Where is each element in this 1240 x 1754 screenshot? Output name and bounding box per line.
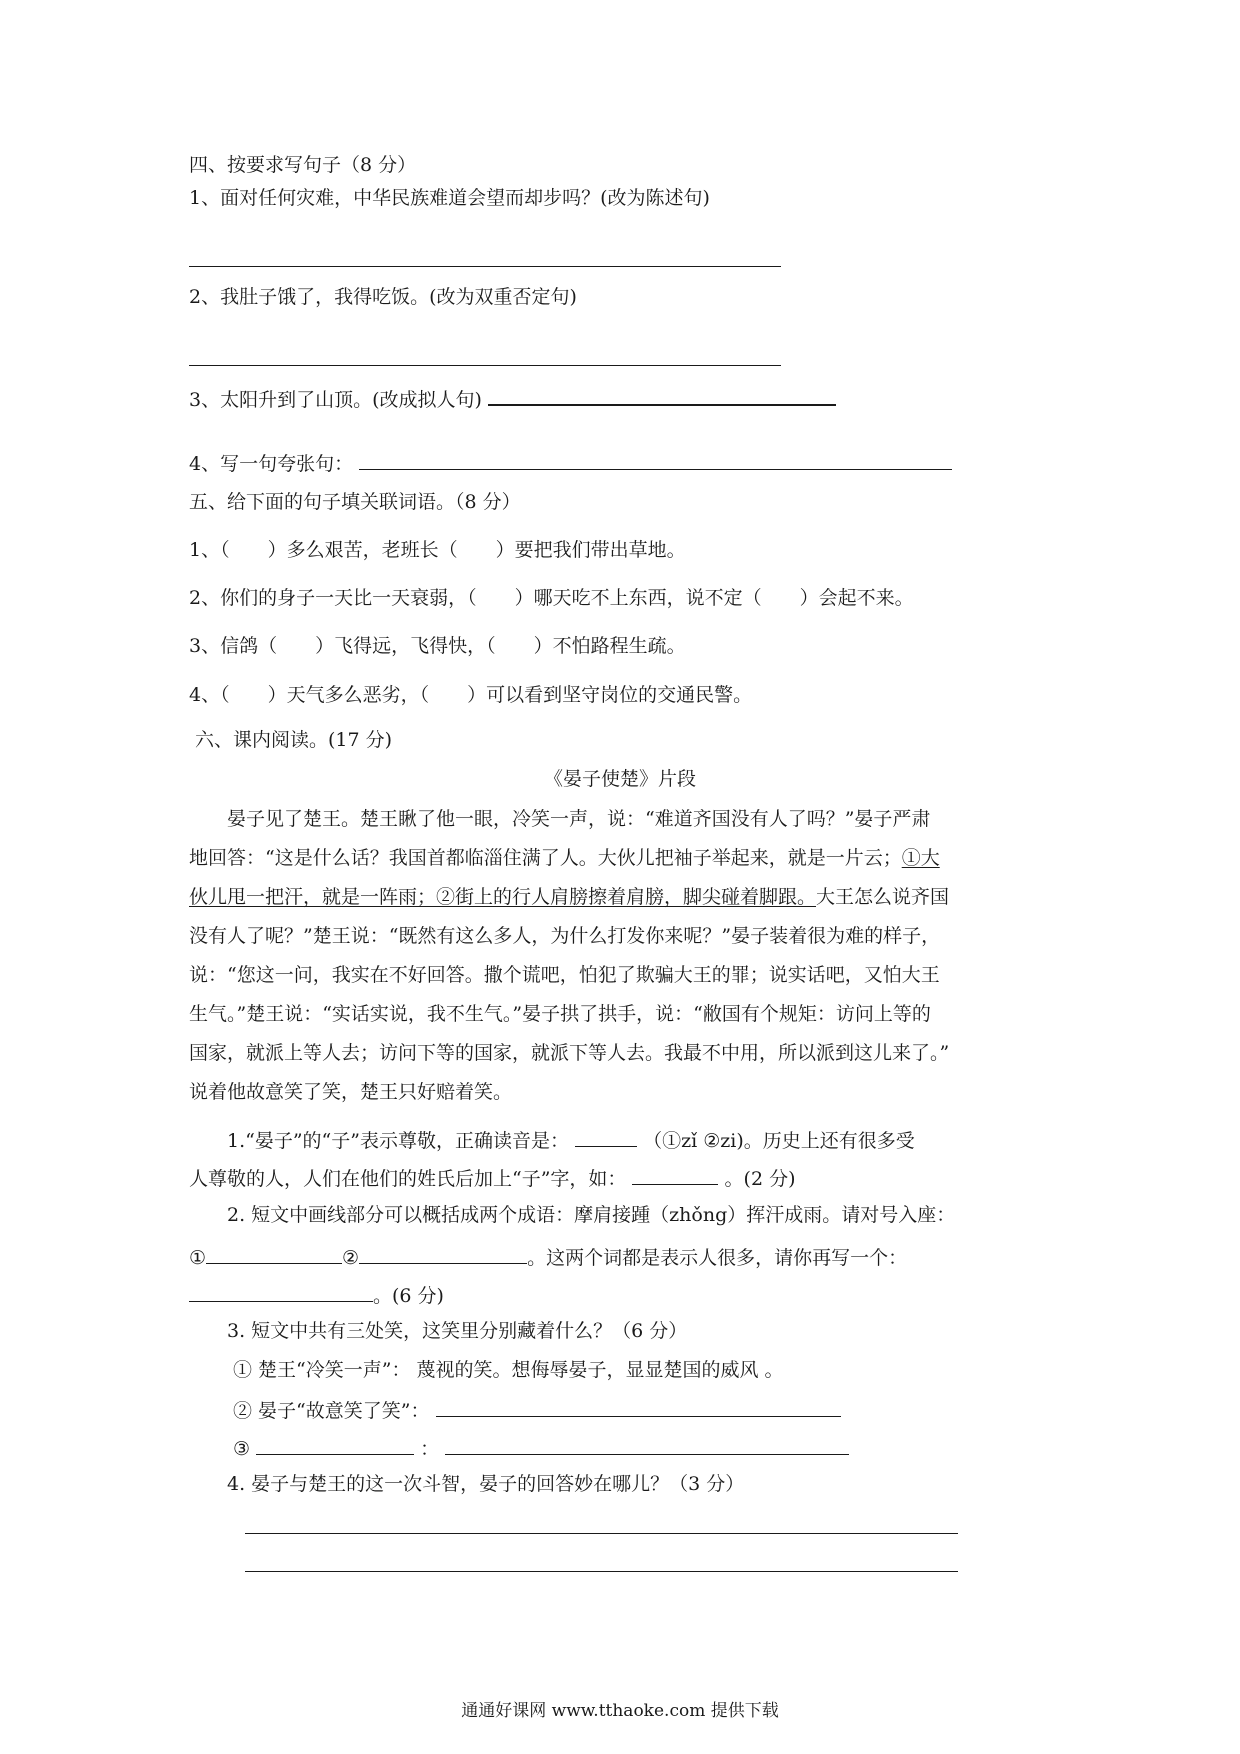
marker: ②: [342, 1247, 360, 1269]
passage-line: 晏子见了楚王。楚王瞅了他一眼，冷笑一声，说：“难道齐国没有人了吗？”晏子严肃: [227, 808, 931, 830]
passage: [189, 800, 1059, 1112]
answer-blank: [189, 1283, 373, 1302]
answer-blank: [206, 1245, 342, 1264]
marker: ①: [189, 1247, 207, 1269]
question-text: 1.“晏子”的“子”表示尊敬，正确读音是：: [227, 1130, 569, 1152]
passage-line: 没有人了呢？”楚王说：“既然有这么多人，为什么打发你来呢？”晏子装着很为难的样子，: [189, 925, 941, 947]
answer-blank: [359, 451, 952, 470]
answer-blank: [632, 1166, 718, 1185]
passage-line: 国家，就派上等人去；访问下等的国家，就派下等人去。我最不中用，所以派到这儿来了。”: [189, 1042, 950, 1064]
answer-line: [189, 365, 781, 366]
question-text: 4、写一句夸张句：: [189, 453, 354, 475]
section-4-heading: 四、按要求写句子（8 分）: [189, 154, 417, 176]
answer-blank: [445, 1436, 849, 1455]
marker: ③: [233, 1438, 251, 1460]
reading-question-4: 4. 晏子与楚王的这一次斗智，晏子的回答妙在哪儿？（3 分）: [227, 1473, 745, 1495]
underlined-text: 伙儿甩一把汗，就是一阵雨；②街上的行人肩膀擦着肩膀，脚尖碰着脚跟。: [189, 886, 817, 908]
reading-question-2-cont: [189, 1283, 444, 1306]
answer-line: [245, 1533, 958, 1534]
question-text: 人尊敬的人，人们在他们的姓氏后加上“子”字，如：: [189, 1168, 627, 1190]
section-5-question-2: 2、你们的身子一天比一天衰弱，（ ）哪天吃不上东西，说不定（ ）会起不来。: [189, 587, 914, 609]
reading-question-3: 3. 短文中共有三处笑，这笑里分别藏着什么？（6 分）: [227, 1320, 688, 1342]
passage-line: [189, 878, 1059, 917]
question-text: 。这两个词都是表示人很多，请你再写一个：: [527, 1247, 908, 1269]
question-text: 3、太阳升到了山顶。(改成拟人句): [189, 389, 482, 411]
footer: 通通好课网 www.tthaoke.com 提供下载: [461, 1701, 779, 1721]
answer-line: [245, 1571, 958, 1572]
reading-question-1-cont: [189, 1166, 796, 1189]
passage-line: 生气。”楚王说：“实话实说，我不生气。”晏子拱了拱手，说：“敝国有个规矩：访问上等的: [189, 1003, 931, 1025]
section-5-question-3: 3、信鸽（ ）飞得远，飞得快，（ ）不怕路程生疏。: [189, 635, 686, 657]
question-text: （①zǐ ②zi)。历史上还有很多受: [643, 1130, 915, 1152]
answer-blank: [488, 386, 836, 406]
passage-line: 说：“您这一问，我实在不好回答。撒个谎吧，怕犯了欺骗大王的罪；说实话吧，又怕大王: [189, 964, 940, 986]
section-4-question-3: [189, 386, 836, 410]
answer-blank: [256, 1436, 414, 1455]
reading-question-3-item-2: [233, 1398, 841, 1421]
reading-question-2: 2. 短文中画线部分可以概括成两个成语：摩肩接踵（zhǒng）挥汗成雨。请对号入座：: [227, 1204, 956, 1226]
passage-line: 说着他故意笑了笑，楚王只好赔着笑。: [189, 1081, 513, 1103]
passage-title: 《晏子使楚》片段: [543, 768, 696, 790]
section-6-heading: 六、课内阅读。(17 分): [195, 729, 393, 751]
reading-question-3-item-3: [233, 1436, 849, 1459]
section-5-question-4: 4、（ ）天气多么恶劣，（ ）可以看到坚守岗位的交通民警。: [189, 684, 753, 706]
section-4-question-1: 1、面对任何灾难，中华民族难道会望而却步吗？(改为陈述句): [189, 187, 710, 209]
question-text: ② 晏子“故意笑了笑”：: [233, 1400, 430, 1422]
reading-question-1: [227, 1128, 915, 1151]
answer-blank: [436, 1398, 841, 1417]
answer-line: [189, 266, 781, 267]
question-text: 。(6 分): [373, 1285, 444, 1307]
answer-blank: [359, 1245, 527, 1264]
question-text: 。(2 分): [724, 1168, 796, 1190]
passage-text: 大王怎么说齐国: [816, 886, 950, 908]
section-4-question-4: [189, 451, 952, 474]
passage-line: [189, 839, 1059, 878]
reading-question-3-item-1: ① 楚王“冷笑一声”： 蔑视的笑。想侮辱晏子，显显楚国的威风 。: [233, 1359, 784, 1381]
section-5-question-1: 1、（ ）多么艰苦，老班长（ ）要把我们带出草地。: [189, 539, 686, 561]
section-4-question-2: 2、我肚子饿了，我得吃饭。(改为双重否定句): [189, 286, 577, 308]
answer-blank: [575, 1128, 637, 1147]
section-5-heading: 五、给下面的句子填关联词语。（8 分）: [189, 491, 521, 513]
reading-question-2-cont: [189, 1245, 907, 1268]
passage-text: 地回答：“这是什么话？我国首都临淄住满了人。大伙儿把袖子举起来，就是一片云；: [189, 847, 902, 869]
underlined-text: ①大: [901, 847, 940, 869]
marker: ：: [420, 1438, 440, 1460]
